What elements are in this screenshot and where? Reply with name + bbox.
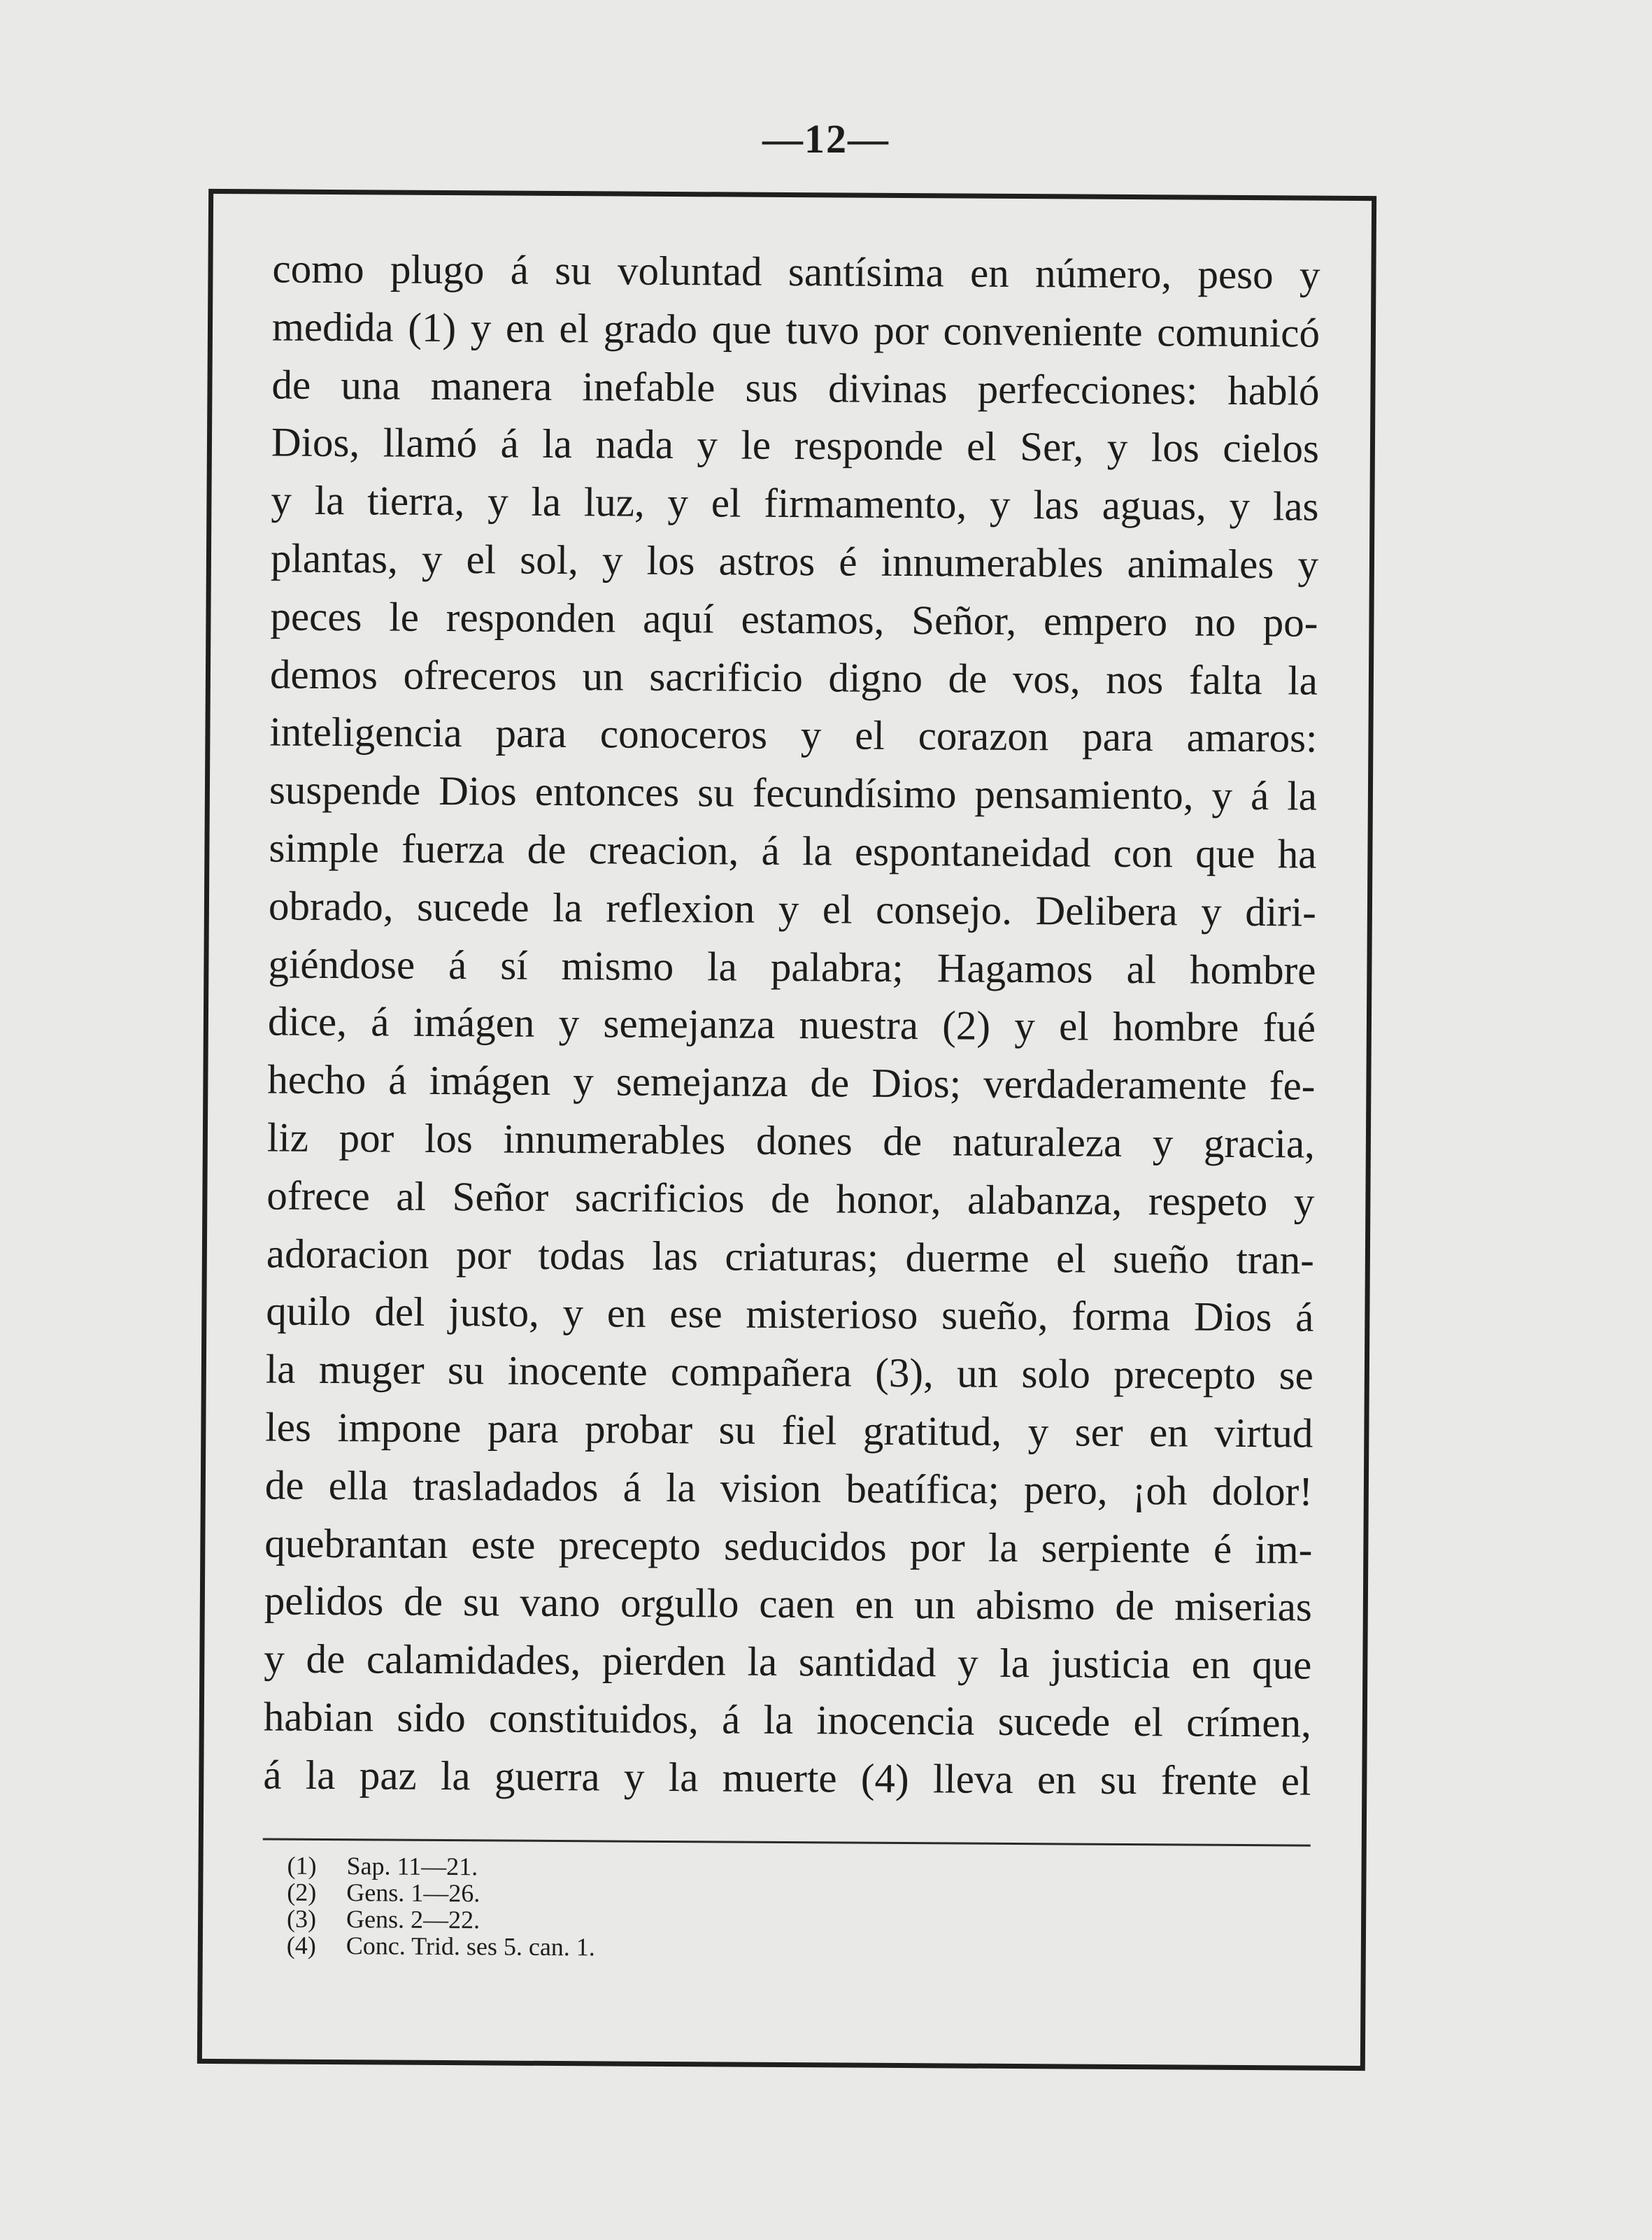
body-line: liz por los innumerables dones de naturaleza y gracia,: [266, 1114, 1316, 1167]
body-line: simple fuerza de creacion, á la espontaneidad con que ha: [269, 824, 1317, 877]
body-line: de una manera inefable sus divinas perfecciones: habló: [271, 361, 1320, 414]
body-line: de ella trasladados á la vision beatífica; pero, ¡oh dolor!: [264, 1461, 1313, 1515]
body-line: habian sido constituidos, á la inocencia sucede el crímen,: [263, 1693, 1312, 1746]
body-line: dice, á imágen y semejanza nuestra (2) y el hombre fué: [267, 998, 1316, 1051]
footnote-mark: (4): [286, 1931, 316, 1959]
body-line: giéndose á sí mismo la palabra; Hagamos al hombre: [268, 940, 1316, 993]
footnote-mark: (1): [287, 1851, 317, 1880]
body-line: á la paz la guerra y la muerte (4) lleva en su frente el: [263, 1751, 1311, 1804]
footnote-mark: (3): [286, 1904, 317, 1933]
footnote-text: Sap. 11—21.: [346, 1852, 478, 1881]
body-text: [263, 239, 1320, 1810]
body-line: quilo del justo, y en ese misterioso sueño, forma Dios á: [266, 1287, 1314, 1340]
body-line: demos ofreceros un sacrificio digno de vos, nos falta la: [269, 651, 1318, 704]
footnote-text: Gens. 2—22.: [346, 1905, 480, 1934]
footnote-text: Conc. Trid. ses 5. can. 1.: [346, 1931, 595, 1962]
page-number: —12—: [762, 116, 890, 162]
body-line: les impone para probar su fiel gratitud, y ser en virtud: [265, 1403, 1313, 1456]
body-line: ofrece al Señor sacrificios de honor, alabanza, respeto y: [266, 1172, 1315, 1225]
body-line: pelidos de su vano orgullo caen en un abismo de miserias: [264, 1577, 1313, 1630]
footnote-text: Gens. 1—26.: [346, 1878, 480, 1908]
body-line: y la tierra, y la luz, y el firmamento, y las aguas, y las: [271, 476, 1319, 530]
body-line: medida (1) y en el grado que tuvo por conveniente comunicó: [271, 303, 1320, 356]
text-frame: [197, 189, 1376, 2071]
body-line: peces le responden aquí estamos, Señor, empero no po-: [270, 593, 1318, 646]
body-line: quebrantan este precepto seducidos por la serpiente é im-: [264, 1519, 1313, 1573]
body-line: como plugo á su voluntad santísima en número, peso y: [272, 245, 1320, 298]
body-line: hecho á imágen y semejanza de Dios; verdaderamente fe-: [267, 1056, 1316, 1109]
body-line: obrado, sucede la reflexion y el consejo. Delibera y diri-: [268, 882, 1317, 935]
footnote: [287, 1932, 1196, 1964]
body-line: Dios, llamó á la nada y le responde el Ser, y los cielos: [271, 418, 1320, 472]
body-line: plantas, y el sol, y los astros é innumerables animales y: [270, 534, 1319, 588]
body-line: inteligencia para conoceros y el corazon para amaros:: [269, 708, 1318, 761]
footnote-mark: (2): [287, 1878, 317, 1906]
footnote-rule: [263, 1838, 1311, 1846]
footnotes: [287, 1852, 1197, 1964]
body-line: la muger su inocente compañera (3), un solo precepto se: [265, 1345, 1314, 1398]
body-line: y de calamidades, pierden la santidad y la justicia en que: [264, 1635, 1312, 1688]
body-line: suspende Dios entonces su fecundísimo pensamiento, y á la: [269, 766, 1318, 819]
body-line: adoracion por todas las criaturas; duerme el sueño tran-: [266, 1230, 1315, 1283]
